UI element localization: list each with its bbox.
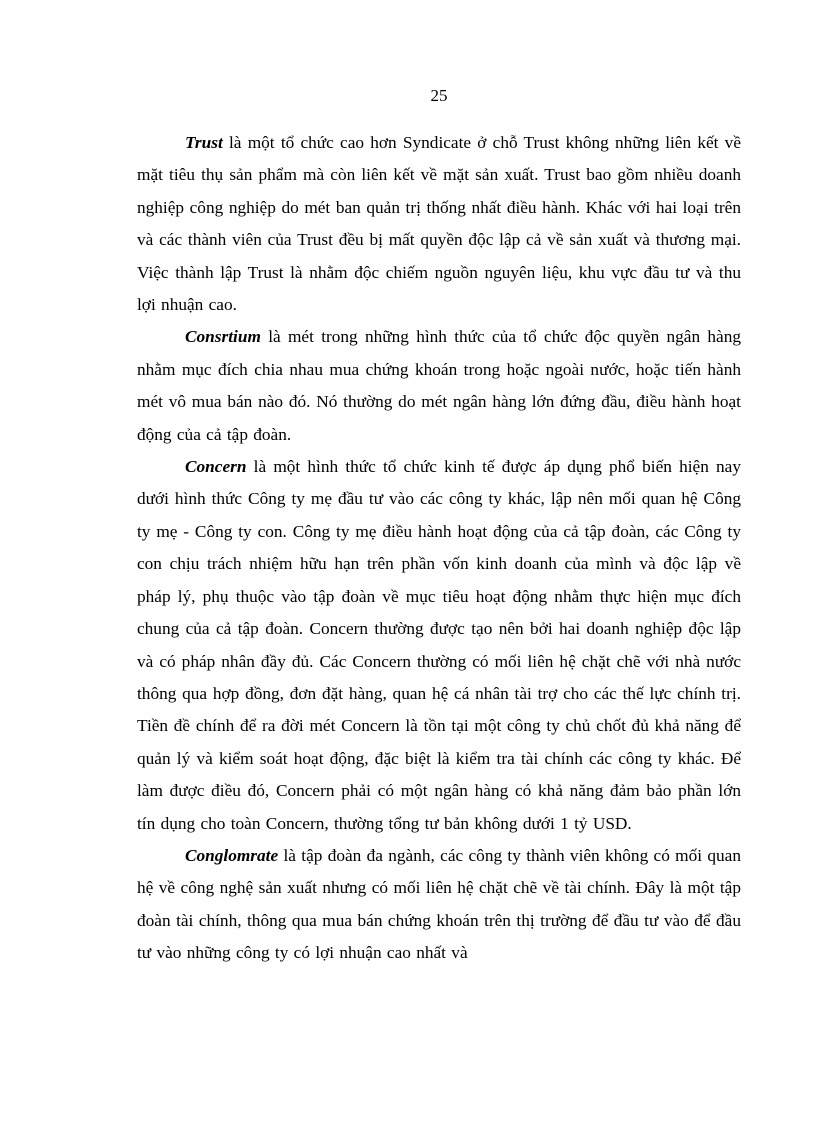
paragraph-consortium [137,321,741,451]
term-consortium: Consrtium [185,327,261,347]
term-conglomerate: Conglomrate [185,845,279,865]
paragraph-text: là một tổ chức cao hơn Syndicate ở chỗ Trust không những liên kết về mặt tiêu thụ sản phẩm mà còn liên kết về mặt sản xuất. Trust bao gồm nhiều doanh nghiệp công nghiệp do mét ban quản trị thống nhất điều hành. Khác với hai loại trên và các thành viên của Trust đều bị mất quyền độc lập cả về sản xuất và thương mại. Việc thành lập Trust là nhằm độc chiếm nguồn nguyên liệu, khu vực đầu tư và thu lợi nhuận cao. [137,133,741,315]
paragraph-conglomerate [137,840,741,970]
paragraph-text: là một hình thức tổ chức kinh tế được áp dụng phổ biến hiện nay dưới hình thức Công ty mẹ đầu tư vào các công ty khác, lập nên mối quan hệ Công ty mẹ - Công ty con. Công ty mẹ điều hành hoạt động của cả tập đoàn, các Công ty con chịu trách nhiệm hữu hạn trên phần vốn kinh doanh của mình và độc lập về pháp lý, phụ thuộc vào tập đoàn về mục tiêu hoạt động nhằm thực hiện mục đích chung của cả tập đoàn. Concern thường được tạo nên bởi hai doanh nghiệp độc lập và có pháp nhân đầy đủ. Các Concern thường có mối liên hệ chặt chẽ với nhà nước thông qua hợp đồng, đơn đặt hàng, quan hệ cá nhân tài trợ cho các thế lực chính trị. Tiền đề chính để ra đời mét Concern là tồn tại một công ty chủ chốt đủ khả năng để quản lý và kiểm soát hoạt động, đặc biệt là kiểm tra tài chính các công ty khác. Để làm được điều đó, Concern phải có một ngân hàng có khả năng đảm bảo phần lớn tín dụng cho toàn Concern, thường tổng tư bản không dưới 1 tỷ USD. [137,457,741,833]
body-text [137,127,741,970]
paragraph-trust [137,127,741,321]
page-number: 25 [430,86,448,105]
term-concern: Concern [185,457,247,477]
term-trust: Trust [185,133,223,152]
paragraph-concern [137,451,741,840]
paragraph-text: là mét trong những hình thức của tổ chức độc quyền ngân hàng nhằm mục đích chia nhau mua chứng khoán trong hoặc ngoài nước, hoặc tiến hành mét vô mua bán nào đó. Nó thường do mét ngân hàng lớn đứng đầu, điều hành hoạt động của cả tập đoàn. [137,327,741,444]
paragraph-text: là tập đoàn đa ngành, các công ty thành viên không có mối quan hệ về công nghệ sản xuất nhưng có mối liên hệ chặt chẽ về tài chính. Đây là một tập đoàn tài chính, thông qua mua bán chứng khoán trên thị trường để đầu tư vào để đầu tư vào những công ty có lợi nhuận cao nhất và [137,845,741,963]
